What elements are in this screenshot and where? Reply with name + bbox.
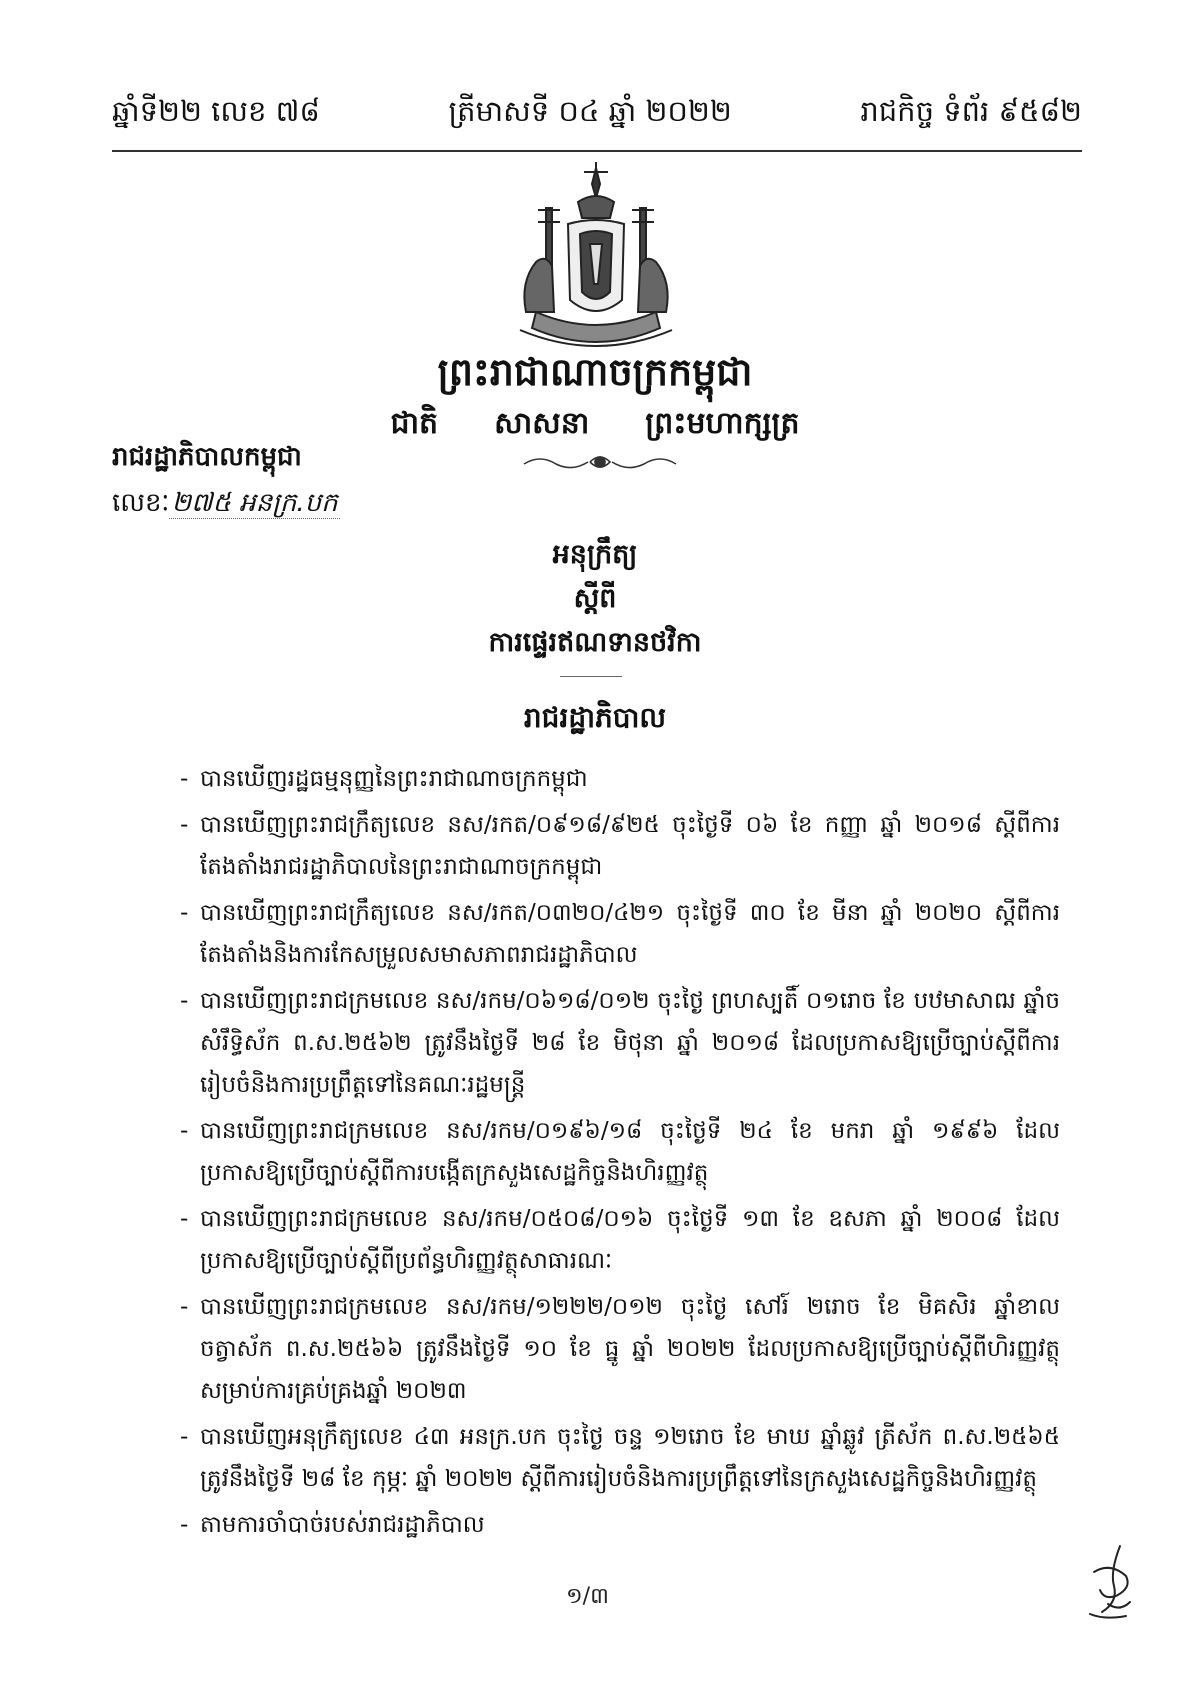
header-quarter: ត្រីមាសទី ០៤ ឆ្នាំ ២០២២ <box>448 94 732 128</box>
list-item: - បានឃើញព្រះរាជក្រឹត្យលេខ នស/រកត/០៣២០/៤២១ ចុះថ្ងៃទី ៣០ ខែ មីនា ឆ្នាំ ២០២០ ស្តីពីការតែងតាំងនិងការកែសម្រួលសមាសភាពរាជរដ្ឋាភិបាល <box>180 900 1060 968</box>
decree-number <box>112 486 340 524</box>
page-number: ១/៣ <box>566 1584 609 1609</box>
motto-nation: ជាតិ <box>390 406 439 441</box>
header-page-ref: រាជកិច្ច ទំព័រ ៩៥៨២ <box>860 94 1082 128</box>
decree-subject: ការផ្ទេរឥណទានថវិកា <box>488 627 702 658</box>
list-item: - តាមការចាំបាច់របស់រាជរដ្ឋាភិបាល <box>180 1512 485 1538</box>
list-item: - បានឃើញអនុក្រឹត្យលេខ ៤៣ អនក្រ.បក ចុះថ្ងៃ ចន្ទ ១២រោច ខែ មាឃ ឆ្នាំឆ្លូវ ត្រីស័ក ព.ស.២៥៦៥ ត្រូវនឹងថ្ងៃទី ២៨ ខែ កុម្ភៈ ឆ្នាំ ២០២២ ស្តីពីការរៀបចំនិងការប្រព្រឹត្តទៅនៃក្រសួងសេដ្ឋកិច្ចនិងហិរញ្ញវត្ថុ <box>180 1424 1060 1492</box>
list-item: - បានឃើញព្រះរាជក្រមលេខ នស/រកម/០៥០៨/០១៦ ចុះថ្ងៃទី ១៣ ខែ ឧសភា ឆ្នាំ ២០០៨ ដែលប្រកាសឱ្យប្រើច្បាប់ស្តីពីប្រព័ន្ធហិរញ្ញវត្ថុសាធារណៈ <box>180 1206 1060 1274</box>
issuing-authority: រាជរដ្ឋាភិបាលកម្ពុជា <box>112 442 302 472</box>
list-item: - បានឃើញព្រះរាជក្រមលេខ នស/រកម/១២២២/០១២ ចុះថ្ងៃ សៅរ៍ ២រោច ខែ មិគសិរ ឆ្នាំខាល ចត្វាស័ក ព.ស.២៥៦៦ ត្រូវនឹងថ្ងៃទី ១០ ខែ ធ្នូ ឆ្នាំ ២០២២ ដែលប្រកាសឱ្យប្រើច្បាប់ស្តីពីហិរញ្ញវត្ថុសម្រាប់ការគ្រប់គ្រងឆ្នាំ ២០២៣ <box>180 1294 1060 1404</box>
kingdom-name: ព្រះរាជាណាចក្រកម្ពុជា <box>437 349 753 394</box>
list-item: - បានឃើញព្រះរាជក្រមលេខ នស/រកម/០៦១៨/០១២ ចុះថ្ងៃ ព្រហស្បតិ៍ ០១រោច ខែ បឋមាសាឍ ឆ្នាំច សំរឹទ្ធិស័ក ព.ស.២៥៦២ ត្រូវនឹងថ្ងៃទី ២៨ ខែ មិថុនា ឆ្នាំ ២០១៨ ដែលប្រកាសឱ្យប្រើច្បាប់ស្តីពីការរៀបចំនិងការប្រព្រឹត្តទៅនៃគណៈរដ្ឋមន្ត្រី <box>180 988 1060 1098</box>
decree-about: ស្តីពី <box>573 583 617 614</box>
decree-issuing-body: រាជរដ្ឋាភិបាល <box>523 701 667 734</box>
national-motto <box>300 404 890 448</box>
ornament-divider-icon <box>520 452 680 474</box>
gazette-header <box>112 92 1082 138</box>
title-divider <box>560 676 622 677</box>
header-issue: ឆ្នាំទី២២ លេខ ៧៨ <box>112 94 320 128</box>
list-item: - បានឃើញព្រះរាជក្រមលេខ នស/រកម/០១៩៦/១៨ ចុះថ្ងៃទី ២៤ ខែ មករា ឆ្នាំ ១៩៩៦ ដែលប្រកាសឱ្យប្រើច្បាប់ស្តីពីការបង្កើតក្រសួងសេដ្ឋកិច្ចនិងហិរញ្ញវត្ថុ <box>180 1118 1060 1186</box>
decree-type: អនុក្រឹត្យ <box>552 539 638 570</box>
decree-number-value: ២៧៥ អនក្រ.បក <box>171 488 338 518</box>
motto-religion: សាសនា <box>494 406 590 441</box>
royal-coat-of-arms-icon <box>506 162 686 362</box>
list-item: - បានឃើញរដ្ឋធម្មនុញ្ញនៃព្រះរាជាណាចក្រកម្ពុជា <box>180 766 588 792</box>
decree-number-label: លេខៈ <box>112 488 170 518</box>
list-item: - បានឃើញព្រះរាជក្រឹត្យលេខ នស/រកត/០៩១៨/៩២៥ ចុះថ្ងៃទី ០៦ ខែ កញ្ញា ឆ្នាំ ២០១៨ ស្តីពីការតែងតាំងរាជរដ្ឋាភិបាលនៃព្រះរាជាណាចក្រកម្ពុជា <box>180 812 1060 880</box>
initials-signature-icon <box>1080 1542 1140 1622</box>
preamble-clauses <box>180 758 1060 1550</box>
motto-king: ព្រះមហាក្សត្រ <box>645 406 800 441</box>
header-divider <box>112 150 1082 152</box>
